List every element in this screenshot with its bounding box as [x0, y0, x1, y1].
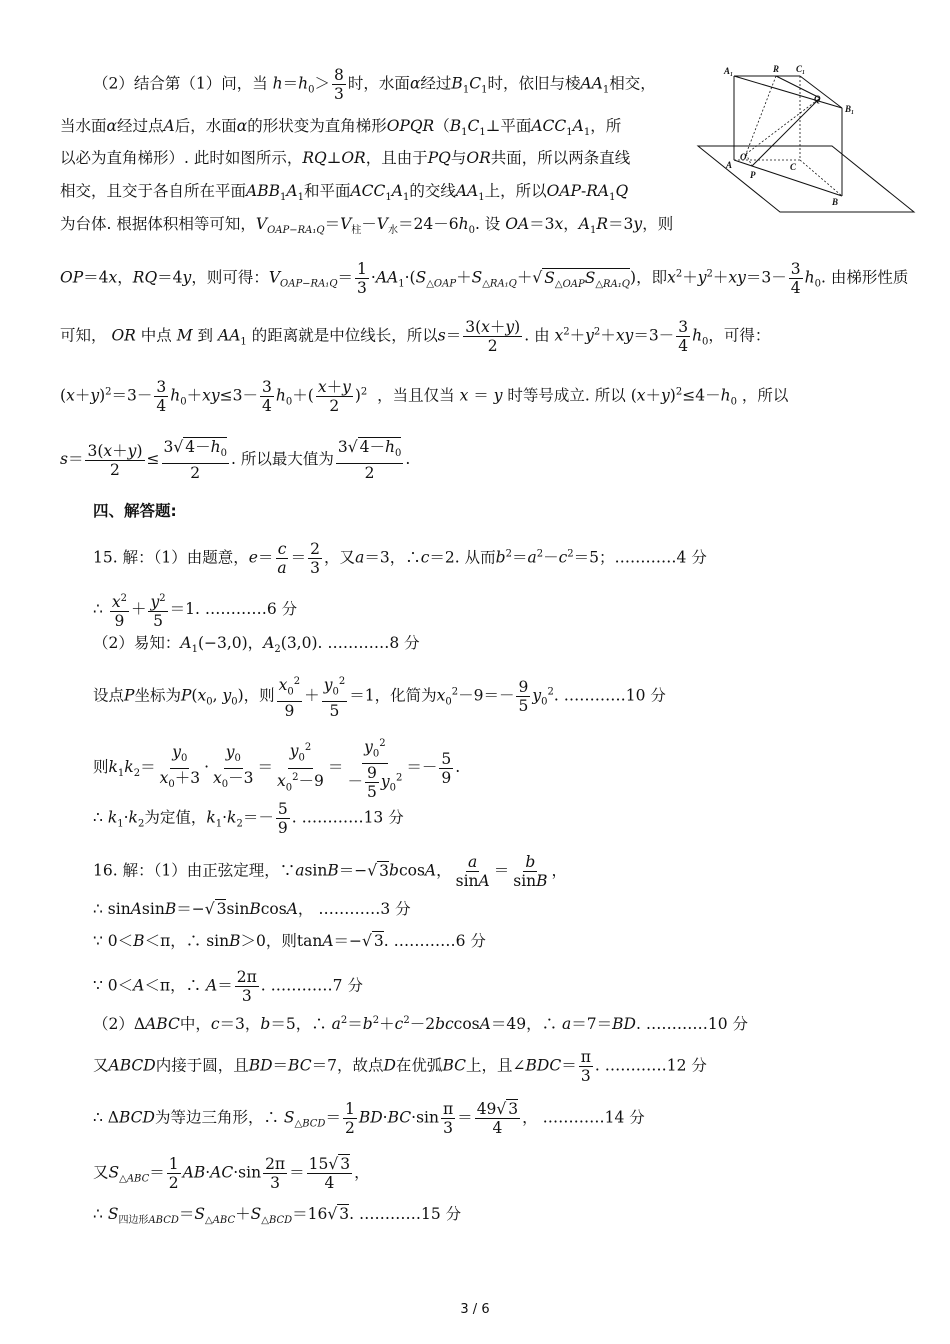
q16-line-1: 16. 解：（1）由正弦定理，∵asinB＝−√ 3bcosA， $\frac{a}{\sin A}$ ＝ $\frac{b}{\sin B}$ ， [93, 853, 568, 890]
q16-line-3: ∵ 0＜B＜π，∴ sinB＞0，则tanA＝−√ 3. …………6 分 [93, 932, 486, 950]
part2-line-9: s＝ $\frac{3(x+y)}{2}$ ≤ $\frac{3√ 4-h_0}{2}$ . 所以最大值为 $\frac{3√ 4-h_0}{2}$ . [60, 438, 411, 483]
prism-figure [690, 62, 920, 222]
q16-line-8: 又$S_{\triangle ABC}=$ $\frac{1}{2}$ AB·AC·sin $\frac{2\pi}{3}$ ＝ $\frac{15√ 3}{4}$ ， [93, 1155, 370, 1192]
q16-line-9: ∴ $S_{四边形ABCD}=S_{\triangle ABC}+S_{\triangle BCD}=16√$ 3. …………15 分 [93, 1205, 462, 1227]
q15-line-6: ∴ $k_1\cdot k_2$为定值，$k_1\cdot k_2=-$ $\frac{5}{9}$ . …………13 分 [93, 800, 404, 837]
q15-line-2: ∴ $\frac{x^2}{9}$ ＋ $\frac{y^2}{5}$ ＝1. …………6 分 [93, 590, 297, 630]
q16-line-6: 又ABCD内接于圆，且BD＝BC＝7，故点D在优弧BC上，且∠BDC＝ $\frac{\pi}{3}$ . …………12 分 [93, 1048, 707, 1085]
label-P: P [750, 170, 756, 180]
q15-line-5: 则$k_1k_2=$ $\frac{y_0}{x_0+3}$ · $\frac{y_0}{x_0-3}$ ＝ $\frac{y_0^2}{x_0^2-9}$ ＝ $y_0^2$ － $\frac{9}{5}$ $y_0^2$ ＝－ $\frac{5}{9}$ . [93, 735, 460, 801]
edge-R-O [746, 76, 776, 154]
label-R: R [773, 64, 780, 74]
part2-line-5: 为台体. 根据体积相等可知，$V_{OAP-RA_1Q}=V_柱-V_水=24-6h_0$. 设 OA＝3x，$A_1R=3y$，则 [60, 215, 674, 237]
edge-C1-B1 [800, 76, 842, 108]
q16-line-4: ∵ 0＜A＜π，∴ A＝ $\frac{2\pi}{3}$ . …………7 分 [93, 968, 363, 1005]
part2-line-7: 可知， OR 中点 M 到 $AA_1$ 的距离就是中位线长，所以s＝ $\frac{3(x+y)}{2}$ . 由 $x^2+y^2+xy=3-$ $\frac{3}{4}$ $h_0$，可得： [60, 318, 771, 355]
label-Q: Q [814, 94, 821, 104]
label-B1: B₁ [845, 104, 855, 114]
q15-line-1: 15. 解：（1）由题意，e＝ $\frac{c}{a}$ ＝ $\frac{2}{3}$ ，又a＝3，∴c＝2. 从而$b^2=a^2-c^2=5$；…………4 分 [93, 540, 707, 577]
page-number: 3 / 6 [460, 1302, 490, 1317]
label-C: C [790, 162, 797, 172]
edge-C-B [800, 160, 842, 196]
part2-line-6: OP＝4x，RQ＝4y，则可得：$V_{OAP-RA_1Q}=$ $\frac{1}{3}$ $\cdot AA_1\cdot(S_{\triangle OAP}+S_{\triangle RA_1Q}+√$ $S_{\triangle OAP}S_{\triangle RA_1Q}$)，即$x^2+y^2+xy=3-$ $\frac{3}{4}$ $h_0$. 由梯形性质 [60, 260, 909, 297]
part2-line-1: （2）结合第（1）问，当 $h=h_0>$ $\frac{8}{3}$ 时，水面α经过$B_1C_1$时，依旧与棱$AA_1$相交， [93, 66, 656, 103]
label-C1: C₁ [796, 64, 806, 74]
fraction-8-3: $\frac{8}{3}$ [334, 66, 344, 103]
label-O: O [740, 152, 747, 162]
label-B: B [832, 197, 839, 207]
label-A: A [726, 160, 733, 170]
q15-line-3: （2）易知：$A_1(-3,0)$，$A_2(3,0)$. …………8 分 [93, 634, 420, 656]
part2-line-2: 当水面α经过点A后，水面α的形状变为直角梯形$OPQR(B_1C_1\perp$平面$ACC_1A_1$，所 [60, 117, 622, 139]
part2-line-3: 以必为直角梯形）. 此时如图所示，RQ⊥OR，且由于PQ与OR共面，所以两条直线 [60, 149, 631, 167]
edge-A1-B1 [734, 76, 842, 108]
part2-line-8: $(x+y)^2=3-$ $\frac{3}{4}$ $h_0+xy\le 3-$ $\frac{3}{4}$ $h_0+$( $\frac{x+y}{2}$ )$^2$ ，当且仅当 x ＝ y 时等号成立. 所以 $(x+y)^2\le 4-h_0$ ，所以 [60, 378, 789, 415]
part2-line-4: 相交，且交于各自所在平面$ABB_1A_1$和平面$ACC_1A_1$的交线$AA_1$上，所以OAP-$RA_1Q$ [60, 182, 629, 204]
section-title: 四、解答题: [93, 502, 177, 520]
water-plane [698, 146, 914, 212]
edge-Q-P [752, 98, 820, 166]
q16-line-7: ∴ ΔBCD为等边三角形，∴ $S_{\triangle BCD}=$ $\frac{1}{2}$ BD·BC·sin $\frac{\pi}{3}$ ＝ $\frac{49√ 3}{4}$ ， …………14 分 [93, 1100, 645, 1137]
q16-line-2: ∴ sinAsinB＝−√ 3sinBcosA， …………3 分 [93, 900, 411, 918]
label-A1: A₁ [724, 66, 734, 76]
q16-line-5: （2）ΔABC中，c＝3，b＝5，∴ $a^2=b^2+c^2-2bccosA=49$，∴ a＝7＝BD. …………10 分 [93, 1015, 748, 1034]
q15-line-4: 设点P坐标为$P(x_0$, $y_0$)，则 $\frac{x_0^2}{9}$ ＋ $\frac{y_0^2}{5}$ ＝1，化简为$x_0^2-9=-$ $\frac{9}{5}$ $y_0^2$. …………10 分 [93, 673, 666, 720]
